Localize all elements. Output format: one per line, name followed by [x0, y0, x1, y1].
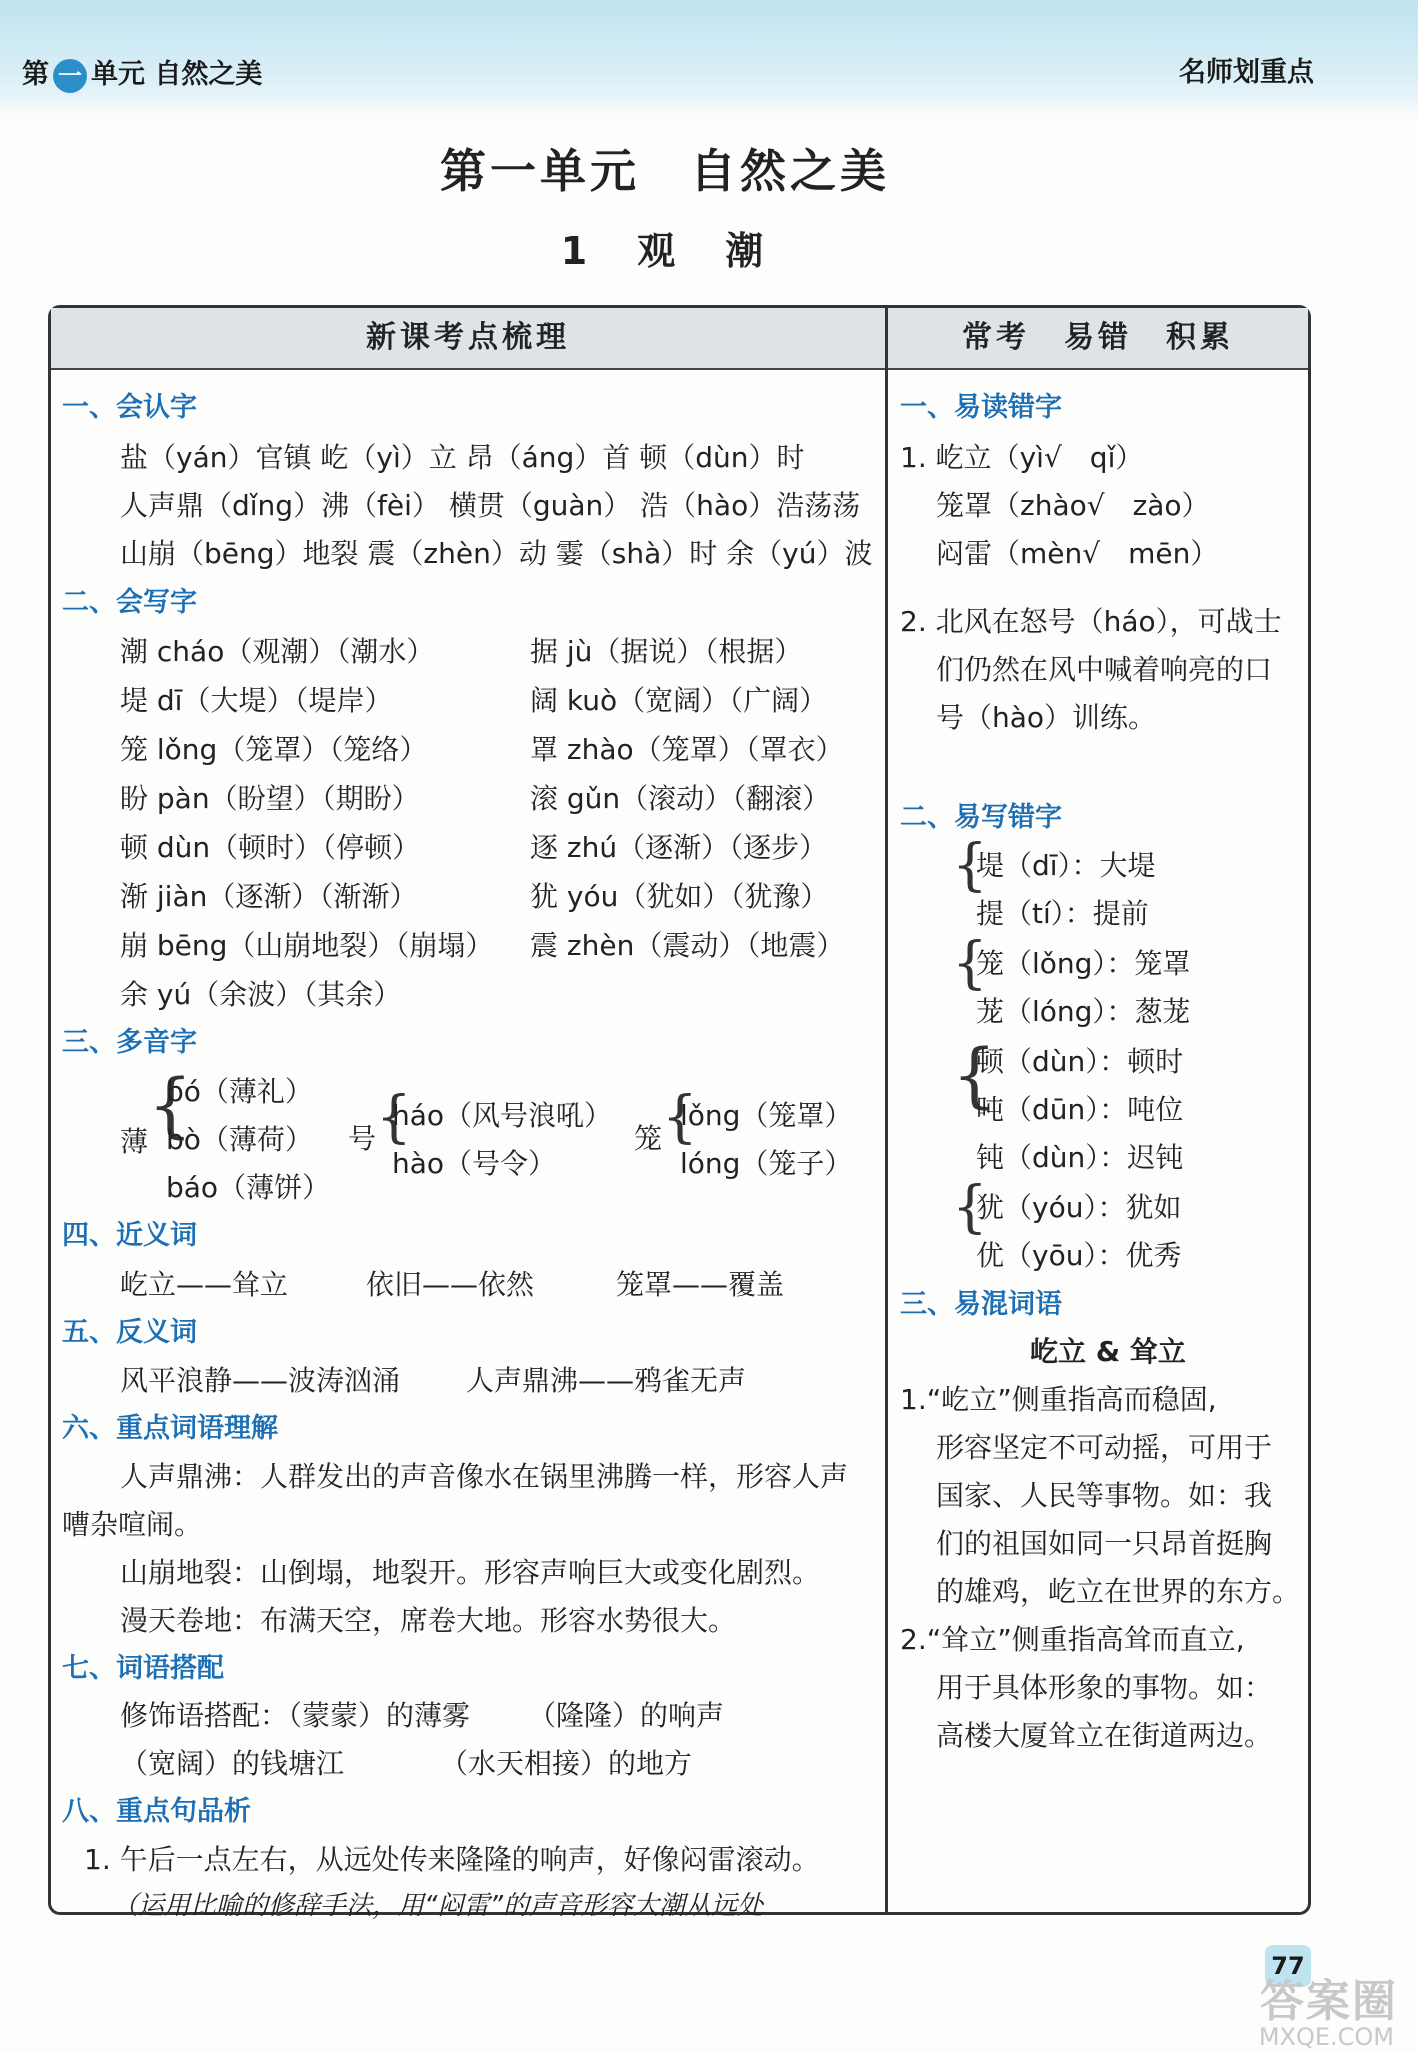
text-line: 顿 dùn（顿时）（停顿） [120, 831, 421, 864]
text-line: 漫天卷地：布满天空，席卷大地。形容水势很大。 [120, 1604, 737, 1637]
text-line: bò（薄荷） [166, 1123, 313, 1156]
left-column-header: 新课考点梳理 [51, 308, 885, 370]
text-line: （运用比喻的修辞手法，用“闷雷”的声音形容大潮从远处 [112, 1891, 763, 1921]
brand-label: 名师划重点 [1179, 57, 1314, 88]
text-line: báo（薄饼） [166, 1171, 331, 1204]
text-line: 嘈杂喧闹。 [62, 1508, 203, 1541]
section-title: 五、反义词 [62, 1317, 197, 1348]
text-line: 堤（dī）：大堤 [976, 849, 1156, 882]
text-line: 闷雷（mèn√ mēn） [936, 537, 1219, 570]
text-line: 们的祖国如同一只昂首挺胸 [936, 1527, 1273, 1560]
unit-tag: 第 一 单元 自然之美 [22, 52, 262, 93]
brace: { [952, 1034, 997, 1116]
section-title: 三、多音字 [62, 1027, 197, 1058]
text-line: 堤 dī（大堤）（堤岸） [120, 684, 393, 717]
text-line: （宽阔）的钱塘江 [120, 1747, 345, 1780]
text-line: bó（薄礼） [166, 1075, 313, 1108]
text-line: 们仍然在风中喊着响亮的口 [936, 653, 1273, 686]
section-title: 六、重点词语理解 [62, 1413, 278, 1444]
text-line: 依旧——依然 [366, 1268, 535, 1301]
text-line: 优（yōu）：优秀 [976, 1239, 1182, 1272]
section-title: 二、会写字 [62, 587, 197, 618]
text-line: 1. 午后一点左右，从远处传来隆隆的响声，好像闷雷滚动。 [84, 1843, 820, 1876]
text-line: 笼罩（zhào√ zào） [936, 489, 1210, 522]
text-line: 形容坚定不可动摇，可用于 [936, 1431, 1273, 1464]
text-line: 1.“屹立”侧重指高而稳固, [900, 1383, 1217, 1416]
text-line: 盼 pàn（盼望）（期盼） [120, 782, 420, 815]
text-line: 余 yú（余波）（其余） [120, 978, 402, 1011]
polyphone-char: 笼 [634, 1122, 663, 1155]
text-line: 震 zhèn（震动）（地震） [530, 929, 845, 962]
text-line: 1. 屹立（yì√ qǐ） [900, 441, 1144, 474]
section-title: 七、词语搭配 [62, 1653, 224, 1684]
text-line: 渐 jiàn（逐渐）（渐渐） [120, 880, 418, 913]
brace: { [662, 1085, 698, 1150]
text-line: 修饰语搭配：（蒙蒙）的薄雾 [120, 1699, 471, 1732]
section-title: 四、近义词 [62, 1220, 197, 1251]
section-title: 八、重点句品析 [62, 1796, 251, 1827]
brace: { [376, 1085, 412, 1150]
right-column-header: 常考 易错 积累 [888, 308, 1308, 370]
text-line: 犹（yóu）：犹如 [976, 1191, 1182, 1224]
page-number: 77 [1265, 1945, 1311, 1987]
section-title: 一、会认字 [62, 392, 197, 423]
text-line: 盐（yán）官镇 屹（yì）立 昂（áng）首 顿（dùn）时 [120, 441, 805, 474]
section-title: 二、易写错字 [900, 802, 1062, 833]
watermark-url: MXQE.COM [1258, 2023, 1394, 2051]
column-divider [885, 305, 888, 1915]
text-line: 提（tí）：提前 [976, 897, 1149, 930]
text-line: 罩 zhào（笼罩）（罩衣） [530, 733, 844, 766]
text-line: 顿（dùn）：顿时 [976, 1045, 1184, 1078]
text-line: 滚 gǔn（滚动）（翻滚） [530, 782, 831, 815]
subtitle: 屹立 & 耸立 [1030, 1335, 1186, 1368]
text-line: 笼 lǒng（笼罩）（笼络） [120, 733, 428, 766]
text-line: háo（风号浪吼） [392, 1099, 613, 1132]
brace: { [952, 833, 988, 898]
text-line: 吨（dūn）：吨位 [976, 1093, 1184, 1126]
text-line: 屹立——耸立 [120, 1268, 289, 1301]
text-line: 潮 cháo（观潮）（潮水） [120, 635, 435, 668]
text-line: 阔 kuò（宽阔）（广阔） [530, 684, 828, 717]
text-line: 笼（lǒng）：笼罩 [976, 947, 1191, 980]
section-title: 一、易读错字 [900, 392, 1062, 423]
text-line: 山崩（bēng）地裂 震（zhèn）动 霎（shà）时 余（yú）波 [120, 537, 873, 570]
text-line: 国家、人民等事物。如：我 [936, 1479, 1273, 1512]
text-line: 逐 zhú（逐渐）（逐步） [530, 831, 828, 864]
text-line: 犹 yóu（犹如）（犹豫） [530, 880, 829, 913]
brace: { [952, 931, 988, 996]
text-line: 的雄鸡，屹立在世界的东方。 [936, 1575, 1301, 1608]
text-line: 山崩地裂：山倒塌，地裂开。形容声响巨大或变化剧烈。 [120, 1556, 821, 1589]
text-line: 风平浪静——波涛汹涌 [120, 1364, 401, 1397]
section-title: 三、易混词语 [900, 1289, 1062, 1320]
brace: { [952, 1175, 988, 1240]
brace: { [148, 1064, 193, 1146]
text-line: （隆隆）的响声 [528, 1699, 725, 1732]
polyphone-char: 薄 [120, 1125, 149, 1158]
text-line: （水天相接）的地方 [440, 1747, 693, 1780]
text-line: 据 jù（据说）（根据） [530, 635, 803, 668]
watermark: 答案圈 [1260, 1976, 1398, 2027]
text-line: 茏（lóng）：葱茏 [976, 995, 1191, 1028]
text-line: 2. 北风在怒号（háo），可战士 [900, 605, 1282, 638]
text-line: 人声鼎（dǐng）沸（fèi） 横贯（guàn） 浩（hào）浩荡荡 [120, 489, 861, 522]
unit-title: 第一单元 自然之美 [440, 144, 890, 198]
text-line: 人声鼎沸：人群发出的声音像水在锅里沸腾一样，形容人声 [120, 1460, 849, 1493]
text-line: 崩 bēng（山崩地裂）（崩塌） [120, 929, 494, 962]
text-line: hào（号令） [392, 1147, 557, 1180]
text-line: lǒng（笼罩） [680, 1099, 853, 1132]
text-line: lóng（笼子） [680, 1147, 853, 1180]
text-line: 钝（dùn）：迟钝 [976, 1141, 1184, 1174]
text-line: 号（hào）训练。 [936, 701, 1157, 734]
text-line: 2.“耸立”侧重指高耸而直立, [900, 1623, 1245, 1656]
text-line: 高楼大厦耸立在街道两边。 [936, 1719, 1273, 1752]
text-line: 笼罩——覆盖 [616, 1268, 785, 1301]
polyphone-char: 号 [348, 1122, 377, 1155]
text-line: 用于具体形象的事物。如： [936, 1671, 1273, 1704]
lesson-title: 1 观 潮 [560, 229, 770, 273]
text-line: 人声鼎沸——鸦雀无声 [466, 1364, 747, 1397]
unit-number-badge: 一 [53, 59, 87, 93]
